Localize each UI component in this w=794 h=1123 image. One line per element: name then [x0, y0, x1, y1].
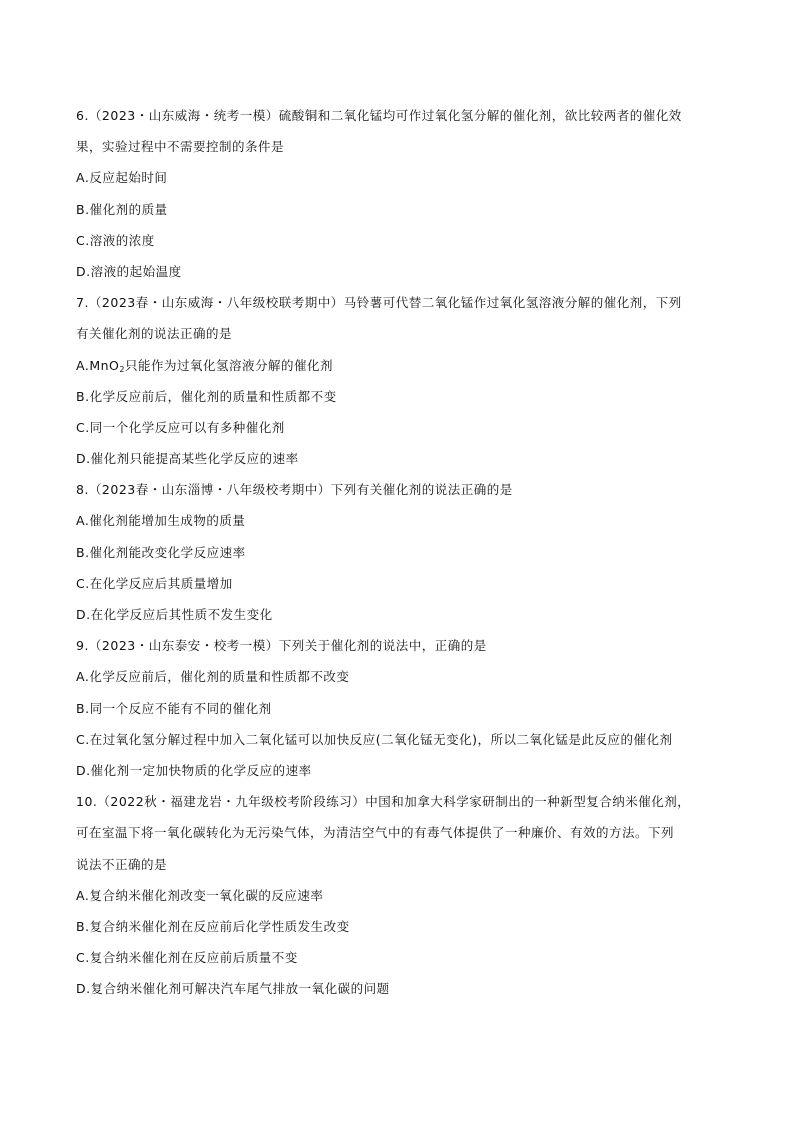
- option-text: 复合纳米催化剂改变一氧化碳的反应速率: [89, 887, 324, 903]
- option-letter: C.: [76, 419, 90, 435]
- option-a: [76, 880, 726, 911]
- option-letter: A.: [76, 513, 90, 529]
- option-letter: D.: [76, 762, 91, 778]
- option-letter: C.: [76, 731, 90, 747]
- question-7: [76, 287, 726, 474]
- option-a: [76, 162, 726, 193]
- option-letter: B.: [76, 201, 90, 217]
- option-text: 化学反应前后，催化剂的质量和性质都不改变: [89, 669, 350, 685]
- option-letter: C.: [76, 232, 90, 248]
- option-a: [76, 350, 726, 381]
- option-letter: D.: [76, 981, 91, 997]
- option-text: 复合纳米催化剂可解决汽车尾气排放一氧化碳的问题: [90, 981, 390, 997]
- question-stem-line: 可在室温下将一氧化碳转化为无污染气体，为清洁空气中的有毒气体提供了一种廉价、有效的方法。下列: [76, 825, 675, 841]
- option-letter: A.: [76, 170, 90, 186]
- option-text: 在化学反应后其性质不发生变化: [90, 607, 273, 622]
- option-c: [76, 225, 726, 256]
- option-letter: A.: [76, 887, 90, 903]
- option-d: [76, 755, 726, 786]
- option-text: 只能作为过氧化氢溶液分解的催化剂: [124, 357, 333, 373]
- option-text: 催化剂一定加快物质的化学反应的速率: [90, 762, 312, 778]
- option-text: 在过氧化氢分解过程中加入二氧化锰可以加快反应(二氧化锰无变化)，所以二氧化锰是此反应的催化剂: [89, 731, 673, 747]
- option-b: [76, 911, 726, 942]
- option-text: 复合纳米催化剂在反应前后化学性质发生改变: [89, 918, 350, 934]
- option-d: [76, 256, 726, 287]
- option-text: 溶液的浓度: [89, 232, 155, 248]
- option-b: [76, 194, 726, 225]
- option-c: [76, 724, 726, 755]
- option-text: 在化学反应后其质量增加: [89, 575, 233, 591]
- question-9: [76, 630, 726, 786]
- option-c: [76, 568, 726, 599]
- option-letter: C.: [76, 950, 90, 966]
- option-text: 化学反应前后，催化剂的质量和性质都不变: [89, 388, 337, 404]
- formula-text: MnO: [89, 357, 120, 373]
- question-10: [76, 786, 726, 1004]
- question-stem-line: 有关催化剂的说法正确的是: [76, 326, 233, 342]
- option-d: [76, 599, 726, 630]
- option-letter: D.: [76, 263, 91, 279]
- option-text: 复合纳米催化剂在反应前后质量不变: [89, 950, 298, 966]
- option-d: [76, 973, 726, 1004]
- option-c: [76, 412, 726, 443]
- question-stem-line: 果，实验过程中不需要控制的条件是: [76, 139, 285, 155]
- option-a: [76, 505, 726, 536]
- option-letter: B.: [76, 700, 90, 716]
- formula-subscript: 2: [119, 364, 125, 374]
- option-text: 催化剂只能提高某些化学反应的速率: [90, 451, 299, 467]
- question-stem-line: 10.（2022秋・福建龙岩・九年级校考阶段练习）中国和加拿大科学家研制出的一种新型复合纳米催化剂，: [76, 794, 691, 810]
- option-text: 催化剂能增加生成物的质量: [89, 513, 246, 529]
- option-letter: A.: [76, 357, 90, 373]
- option-a: [76, 661, 726, 692]
- question-8: [76, 474, 726, 630]
- question-6: [76, 100, 726, 287]
- question-stem-line: 9.（2023・山东泰安・校考一模）下列关于催化剂的说法中，正确的是: [76, 638, 487, 654]
- question-stem-line: 8.（2023春・山东淄博・八年级校考期中）下列有关催化剂的说法正确的是: [76, 482, 513, 498]
- option-letter: D.: [76, 607, 91, 622]
- option-text: 同一个反应不能有不同的催化剂: [89, 700, 272, 716]
- option-letter: B.: [76, 918, 90, 934]
- option-text: 催化剂能改变化学反应速率: [89, 544, 246, 560]
- option-letter: B.: [76, 544, 90, 560]
- option-text: 反应起始时间: [89, 170, 168, 186]
- question-stem-line: 7.（2023春・山东威海・八年级校联考期中）马铃薯可代替二氧化锰作过氧化氢溶液分解的催化剂，下列: [76, 295, 682, 311]
- option-b: [76, 537, 726, 568]
- option-letter: C.: [76, 575, 90, 591]
- option-b: [76, 381, 726, 412]
- option-b: [76, 693, 726, 724]
- option-d: [76, 443, 726, 474]
- option-text: 催化剂的质量: [89, 201, 168, 217]
- option-letter: D.: [76, 451, 91, 467]
- option-text: 溶液的起始温度: [90, 263, 182, 279]
- question-sheet: [76, 100, 726, 1004]
- option-letter: B.: [76, 388, 90, 404]
- option-c: [76, 942, 726, 973]
- option-letter: A.: [76, 669, 90, 685]
- question-stem-line: 6.（2023・山东威海・统考一模）硫酸铜和二氧化锰均可作过氧化氢分解的催化剂，欲比较两者的催化效: [76, 108, 682, 123]
- question-stem-line: 说法不正确的是: [76, 856, 168, 872]
- option-text: 同一个化学反应可以有多种催化剂: [89, 419, 285, 435]
